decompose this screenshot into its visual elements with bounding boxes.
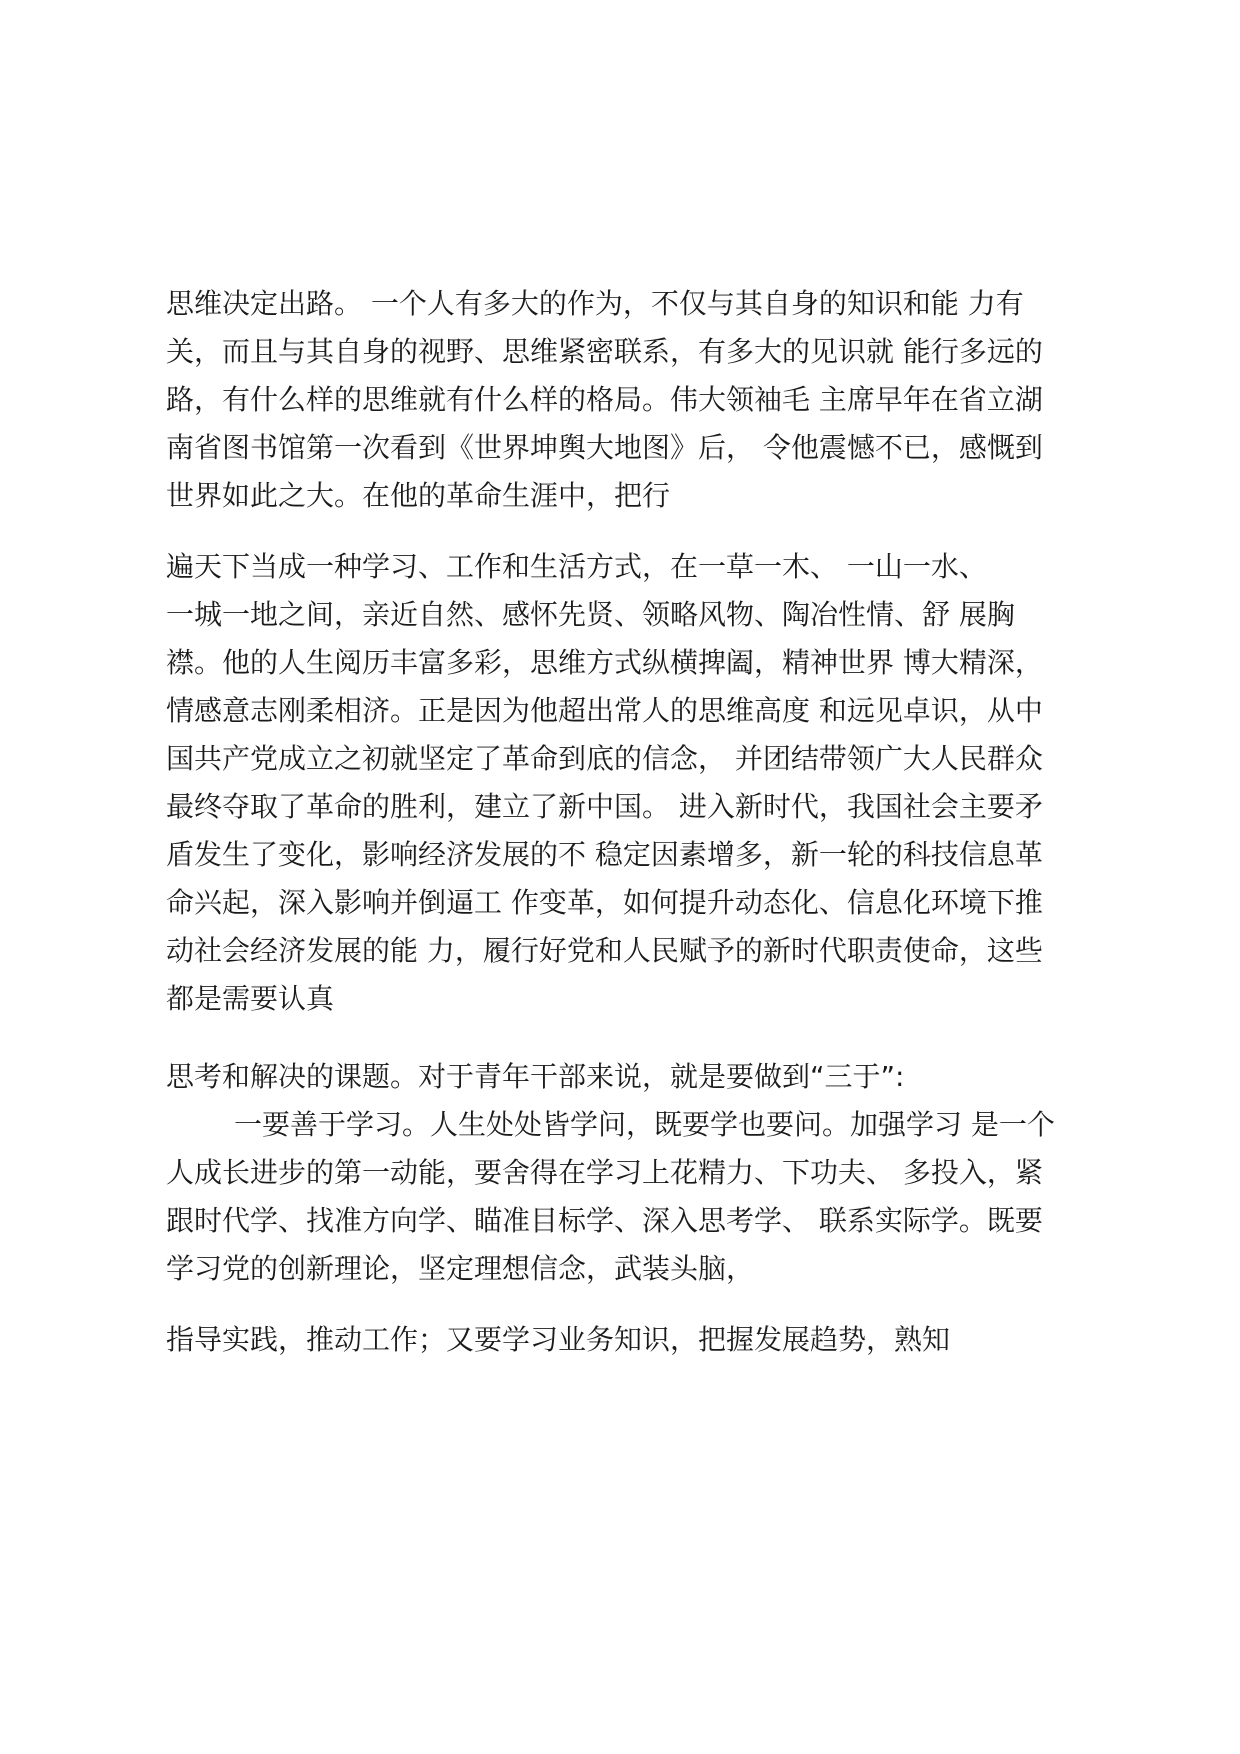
paragraph-block-4	[166, 1316, 1116, 1364]
text-line: 最终夺取了革命的胜利，建立了新中国。 进入新时代，我国社会主要矛	[166, 790, 1043, 823]
text-line: 遍天下当成一种学习、工作和生活方式，在一草一木、 一山一水、	[166, 550, 987, 583]
text-line: 关，而且与其自身的视野、思维紧密联系，有多大的见识就 能行多远的	[166, 335, 1043, 368]
text-line: 都是需要认真	[166, 982, 335, 1015]
text-line: 南省图书馆第一次看到《世界坤舆大地图》后， 令他震憾不已，感慨到	[166, 431, 1043, 464]
text-line: 一城一地之间，亲近自然、感怀先贤、领略风物、陶冶性情、舒 展胸	[166, 598, 1015, 631]
paragraph-block-2	[166, 543, 1116, 1023]
text-line: 学习党的创新理论，坚定理想信念，武装头脑，	[166, 1252, 755, 1285]
text-line-indented: 一要善于学习。人生处处皆学问，既要学也要问。加强学习 是一个	[234, 1108, 1055, 1141]
text-line: 命兴起，深入影响并倒逼工 作变革，如何提升动态化、信息化环境下推	[166, 886, 1043, 919]
text-line: 思考和解决的课题。对于青年干部来说，就是要做到“三于”:	[166, 1060, 905, 1093]
text-line: 国共产党成立之初就坚定了革命到底的信念， 并团结带领广大人民群众	[166, 742, 1043, 775]
paragraph-block-1	[166, 280, 1116, 520]
text-line: 世界如此之大。在他的革命生涯中，把行	[166, 479, 671, 512]
paragraph-block-3	[166, 1053, 1116, 1293]
text-line: 思维决定出路。 一个人有多大的作为，不仅与其自身的知识和能 力有	[166, 287, 1024, 320]
text-line: 盾发生了变化，影响经济发展的不 稳定因素增多，新一轮的科技信息革	[166, 838, 1043, 871]
text-line: 襟。他的人生阅历丰富多彩，思维方式纵横捭阖，精神世界 博大精深，	[166, 646, 1043, 679]
text-line: 动社会经济发展的能 力，履行好党和人民赋予的新时代职责使命，这些	[166, 934, 1043, 967]
text-line: 人成长进步的第一动能，要舍得在学习上花精力、下功夫、 多投入，紧	[166, 1156, 1043, 1189]
text-line: 指导实践，推动工作；又要学习业务知识，把握发展趋势，熟知	[166, 1323, 951, 1356]
text-line: 跟时代学、找准方向学、瞄准目标学、深入思考学、 联系实际学。既要	[166, 1204, 1043, 1237]
text-line: 路，有什么样的思维就有什么样的格局。伟大领袖毛 主席早年在省立湖	[166, 383, 1043, 416]
text-line: 情感意志刚柔相济。正是因为他超出常人的思维高度 和远见卓识，从中	[166, 694, 1043, 727]
